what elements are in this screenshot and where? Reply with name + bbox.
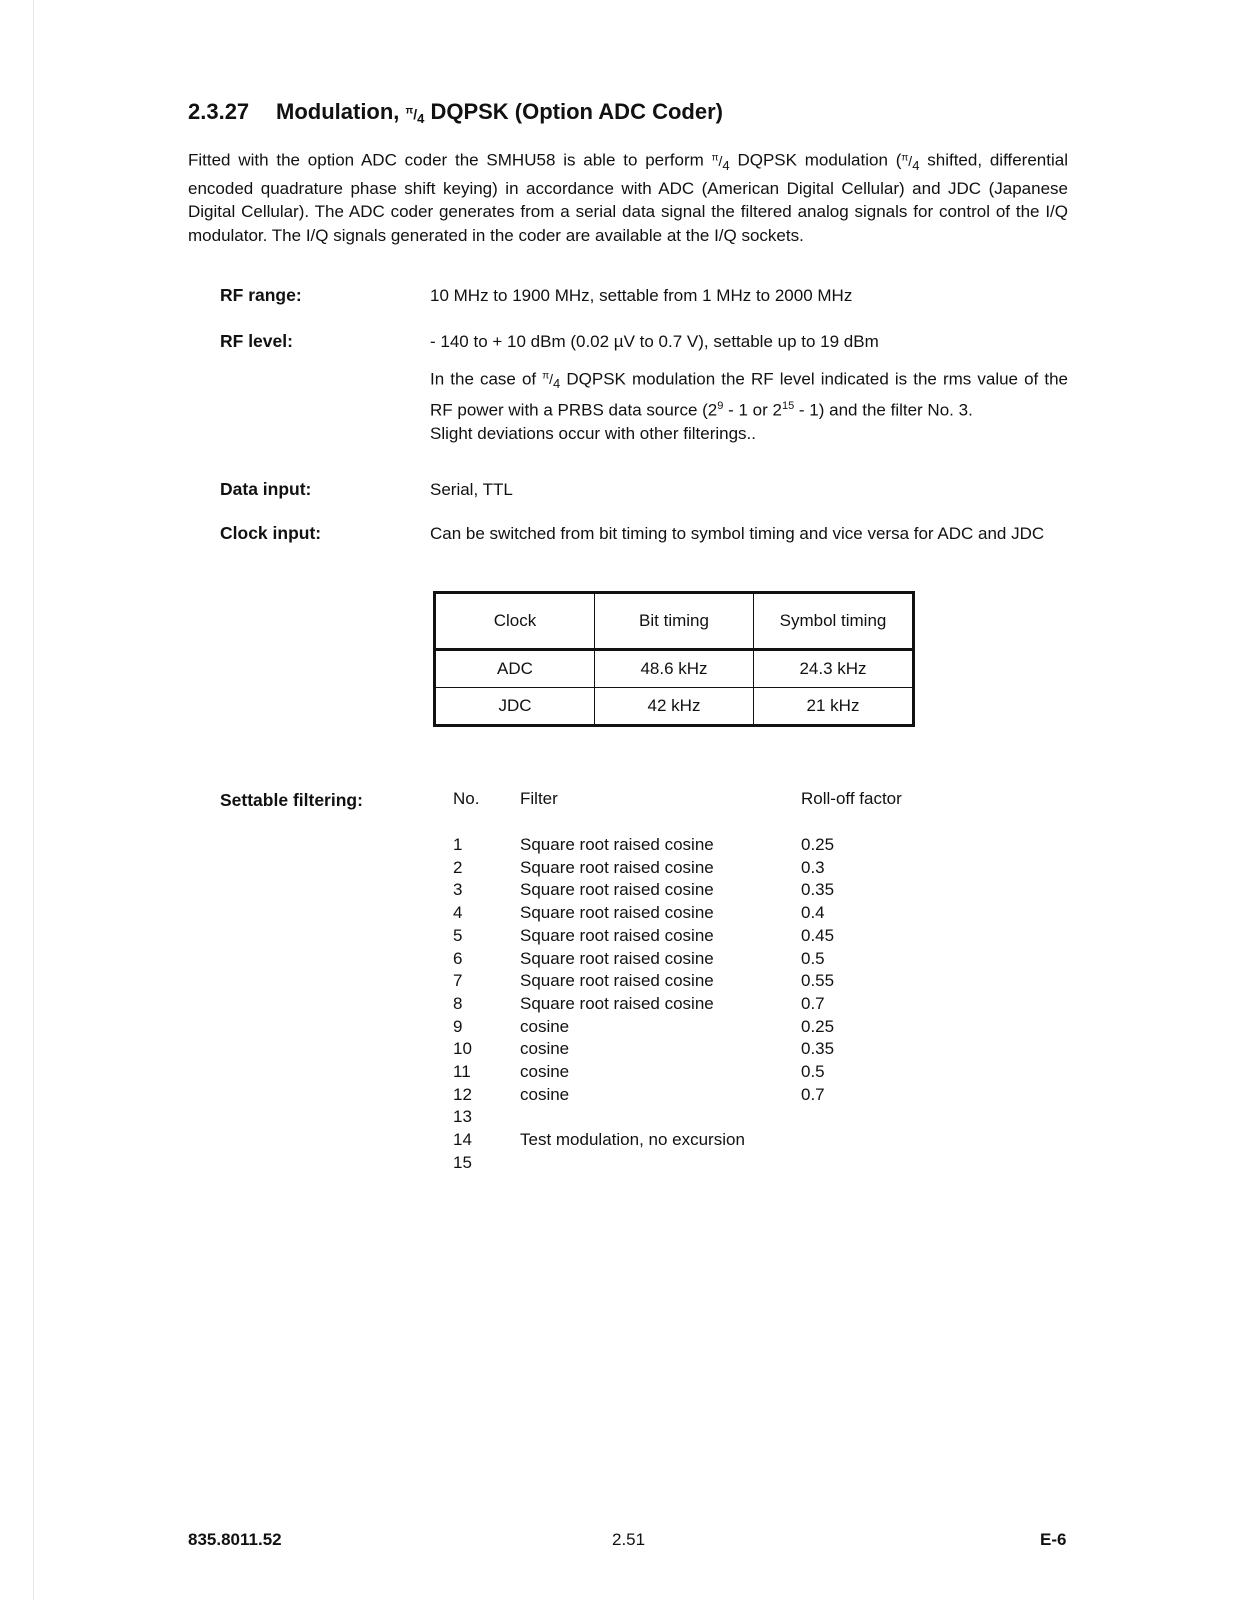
rolloff-value: 0.7 bbox=[801, 993, 825, 1013]
rolloff-value: 0.5 bbox=[801, 1062, 825, 1081]
rf-range-label: RF range: bbox=[220, 285, 302, 305]
section-title-post: DQPSK (Option ADC Coder) bbox=[430, 99, 723, 124]
filter-name: cosine bbox=[520, 1084, 570, 1104]
filter-number: 7 bbox=[453, 971, 463, 991]
filter-name: cosine bbox=[520, 1039, 570, 1059]
settable-filtering-label: Settable filtering: bbox=[220, 790, 363, 810]
binding-edge bbox=[33, 0, 34, 1600]
filter-number: 11 bbox=[453, 1062, 471, 1081]
section-heading bbox=[188, 99, 723, 126]
filter-number: 10 bbox=[453, 1039, 472, 1059]
filter-no-header: No. bbox=[453, 789, 480, 808]
rf-level-note-2: Slight deviations occur with other filterings.. bbox=[430, 423, 756, 443]
intro-paragraph: Fitted with the option ADC coder the SMHU58 is able to perform $^\pi/_4$ DQPSK modulation ($^\pi/_4$ shifted, differential encoded quadrature phase shift keying) in accordance with ADC (American Digital Cellular) and JDC (Japanese Digital Cellular). The ADC coder generates from a serial data signal the filtered analog signals for control of the I/Q modulator. The I/Q signals generated in the coder are available at the I/Q sockets. bbox=[188, 150, 1068, 245]
table-row bbox=[435, 650, 914, 688]
table-cell: 24.3 kHz bbox=[754, 650, 914, 688]
rolloff-value: 0.5 bbox=[801, 948, 825, 968]
filter-name: Square root raised cosine bbox=[520, 971, 714, 991]
table-cell: 48.6 kHz bbox=[595, 650, 754, 688]
table-cell: 21 kHz bbox=[754, 688, 914, 726]
rolloff-value: 0.25 bbox=[801, 1016, 835, 1036]
filter-name: cosine bbox=[520, 1016, 570, 1036]
filter-number: 12 bbox=[453, 1084, 472, 1104]
filter-number: 8 bbox=[453, 993, 463, 1013]
pi-over-4-symbol: $^\pi/_4$ bbox=[711, 152, 730, 173]
footer-edition: E-6 bbox=[1040, 1530, 1067, 1549]
filter-name: Square root raised cosine bbox=[520, 925, 714, 945]
section-number: 2.3.27 bbox=[188, 99, 250, 124]
rolloff-value: 0.4 bbox=[801, 903, 825, 923]
table-cell: 42 kHz bbox=[595, 688, 754, 726]
filter-name-header: Filter bbox=[520, 789, 558, 808]
filter-number: 5 bbox=[453, 925, 463, 945]
rolloff-value: 0.45 bbox=[801, 925, 835, 945]
rf-level-main: - 140 to + 10 dBm (0.02 µV to 0.7 V), settable up to 19 dBm bbox=[430, 332, 879, 351]
clock-timing-table bbox=[433, 591, 915, 727]
filter-name: Square root raised cosine bbox=[520, 835, 714, 854]
filter-number: 15 bbox=[453, 1152, 472, 1172]
rolloff-header: Roll-off factor bbox=[801, 789, 902, 808]
rf-range-value: 10 MHz to 1900 MHz, settable from 1 MHz to 2000 MHz bbox=[430, 286, 853, 305]
footer-page-number: 2.51 bbox=[612, 1530, 646, 1549]
table-row bbox=[435, 688, 914, 726]
clock-input-value: Can be switched from bit timing to symbol timing and vice versa for ADC and JDC bbox=[430, 524, 1045, 543]
rolloff-value: 0.7 bbox=[801, 1084, 825, 1104]
filter-number: 13 bbox=[453, 1107, 472, 1127]
filter-number: 2 bbox=[453, 857, 463, 877]
table-header: Symbol timing bbox=[754, 593, 914, 650]
rf-level-note: In the case of $^\pi/_4$ DQPSK modulation the RF level indicated is the rms value of the RF power with a PRBS data source ($2^9 - 1$ or $2^{15} - 1$) and the filter No. 3. bbox=[430, 369, 1068, 421]
filter-number: 14 bbox=[453, 1130, 472, 1150]
rolloff-value: 0.35 bbox=[801, 880, 835, 900]
filter-number: 1 bbox=[453, 835, 463, 854]
rolloff-value: 0.55 bbox=[801, 971, 835, 991]
table-cell: JDC bbox=[435, 688, 595, 726]
filter-name: Square root raised cosine bbox=[520, 993, 714, 1013]
data-input-value: Serial, TTL bbox=[430, 480, 513, 499]
rf-level-label: RF level: bbox=[220, 331, 293, 351]
rf-level-value bbox=[430, 331, 1068, 445]
pi-over-4-symbol: $^\pi/_4$ bbox=[405, 105, 425, 126]
filter-number: 3 bbox=[453, 880, 463, 900]
table-header: Bit timing bbox=[595, 593, 754, 650]
rolloff-value: 0.35 bbox=[801, 1039, 835, 1059]
filter-number: 4 bbox=[453, 903, 463, 923]
pi-over-4-symbol: $^\pi/_4$ bbox=[901, 152, 920, 173]
table-header-row bbox=[435, 593, 914, 650]
filter-name: Square root raised cosine bbox=[520, 903, 714, 923]
footer-doc-number: 835.8011.52 bbox=[188, 1530, 282, 1549]
table-cell: ADC bbox=[435, 650, 595, 688]
rolloff-value: 0.25 bbox=[801, 835, 835, 854]
filter-number: 9 bbox=[453, 1016, 463, 1036]
rolloff-value: 0.3 bbox=[801, 857, 825, 877]
data-input-label: Data input: bbox=[220, 479, 312, 499]
filter-name: Square root raised cosine bbox=[520, 948, 714, 968]
clock-input-label: Clock input: bbox=[220, 523, 322, 543]
filter-name: cosine bbox=[520, 1062, 570, 1081]
filter-name: Test modulation, no excursion bbox=[520, 1130, 745, 1150]
table-header: Clock bbox=[435, 593, 595, 650]
filter-name: Square root raised cosine bbox=[520, 880, 714, 900]
filter-name: Square root raised cosine bbox=[520, 857, 714, 877]
filter-number: 6 bbox=[453, 948, 463, 968]
section-title-pre: Modulation, bbox=[276, 99, 400, 124]
pi-over-4-symbol: $^\pi/_4$ bbox=[542, 370, 561, 391]
